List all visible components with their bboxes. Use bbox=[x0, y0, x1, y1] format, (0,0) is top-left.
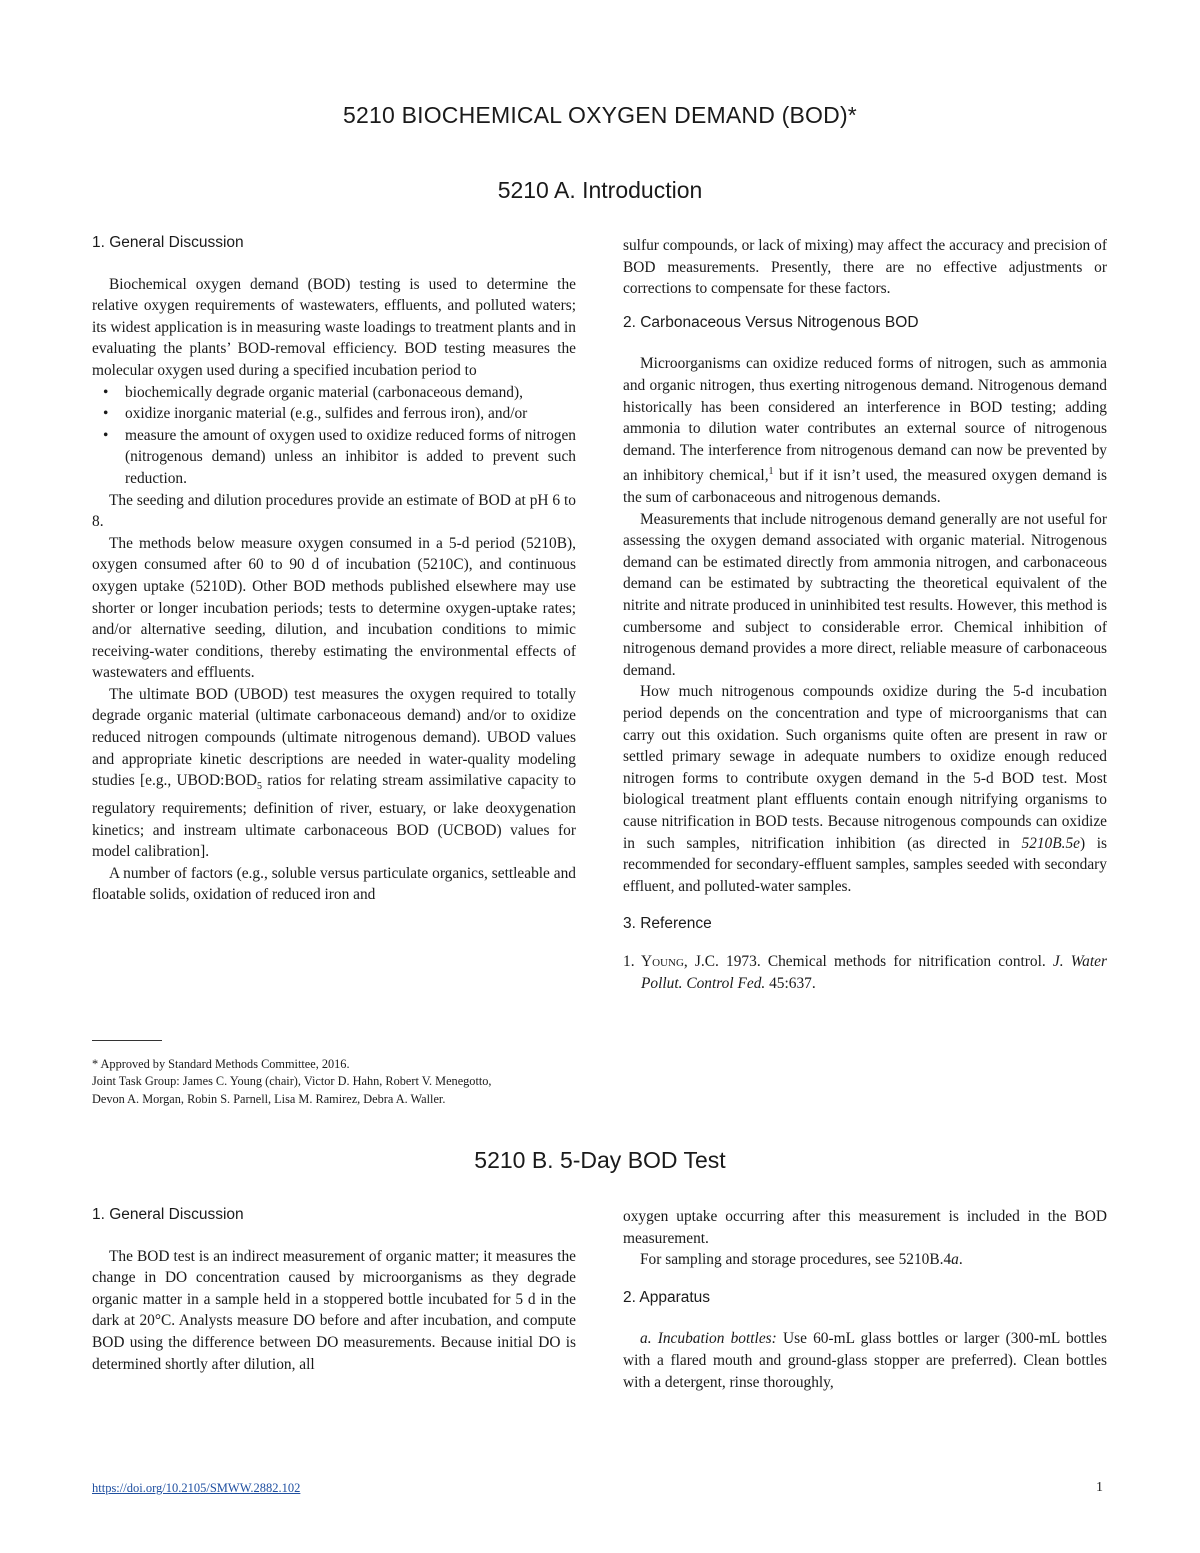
footnote bbox=[92, 1056, 576, 1108]
reference-journal: J. Water Pollut. Control Fed. bbox=[641, 952, 1107, 992]
section-a-paragraph-1: Biochemical oxygen demand (BOD) testing is used to determine the relative oxygen requirements of wastewaters, effluents, and polluted waters; its widest application is in measuring waste loadings to treatment plants and in evaluating the plants’ BOD-removal efficiency. BOD testing measures the molecular oxygen used during a specified incubation period to bbox=[92, 275, 576, 379]
reference-author: Young bbox=[641, 952, 684, 970]
section-a-paragraph-7: Measurements that include nitrogenous demand generally are not useful for assessing the oxygen demand associated with organic material. Nitrogenous demand can be estimated directly from ammonia nitrogen, and carbonaceous demand can be estimated by subtracting the theoretical equivalent of the nitrite and nitrate produced in uninhibited test results. However, this method is cumbersome and subject to considerable error. Chemical inhibition of nitrogenous demand provides a more direct, reliable measure of carbonaceous demand. bbox=[623, 510, 1107, 679]
section-a-left-column bbox=[92, 232, 576, 906]
footnote-approved: * Approved by Standard Methods Committee, 2016. bbox=[92, 1057, 350, 1071]
section-a-title: 5210 A. Introduction bbox=[497, 177, 703, 203]
bullet-symbol: • bbox=[103, 426, 109, 444]
section-b-paragraph-2: For sampling and storage procedures, see 5210B.4a. bbox=[640, 1251, 963, 1269]
section-b-heading-general: 1. General Discussion bbox=[92, 1206, 244, 1223]
section-b-heading-apparatus: 2. Apparatus bbox=[623, 1288, 711, 1306]
section-b-right-column bbox=[623, 1206, 1107, 1393]
section-a-bullet-list bbox=[92, 382, 576, 490]
section-b-left-column bbox=[92, 1204, 576, 1375]
section-a-paragraph-8: How much nitrogenous compounds oxidize during the 5-d incubation period depends on the concentration and type of microorganisms that can carry out this oxidation. Such organisms quite often are present in raw or settled primary sewage in adequate numbers to oxidize enough reduced nitrogen forms to contribute oxygen demand in the 5-d BOD test. Most biological treatment plant effluents contain enough nitrifying organisms to cause nitrification in BOD tests. Because nitrogenous compounds can oxidize in such samples, nitrification inhibition (as directed in 5210B.5e) is recommended for secondary-effluent samples, samples seeded with secondary effluent, and polluted-water samples. bbox=[623, 683, 1107, 895]
section-b-paragraph-apparatus-a: a. Incubation bottles: Use 60-mL glass bottles or larger (300-mL bottles with a flared mouth and ground-glass stopper are preferred). Clean bottles with a detergent, rinse thoroughly, bbox=[623, 1330, 1107, 1391]
section-a-heading-reference: 3. Reference bbox=[623, 915, 712, 933]
bullet-item: • biochemically degrade organic material (carbonaceous demand), bbox=[125, 382, 576, 404]
document-title: 5210 BIOCHEMICAL OXYGEN DEMAND (BOD)* bbox=[343, 102, 857, 128]
bullet-item: • oxidize inorganic material (e.g., sulfides and ferrous iron), and/or bbox=[125, 403, 576, 425]
section-b-paragraph-1: The BOD test is an indirect measurement of organic matter; it measures the change in DO concentration caused by microorganisms as they degrade organic matter in a sample held in a stoppered bottle incubated for 5 d in the dark at 20°C. Analysts measure DO before and after incubation, and compute BOD using the difference between DO measurements. Because initial DO is determined shortly after dilution, all bbox=[92, 1247, 576, 1373]
section-a-heading-carbonaceous: 2. Carbonaceous Versus Nitrogenous BOD bbox=[623, 313, 919, 331]
section-a-paragraph-3: The methods below measure oxygen consumed in a 5-d period (5210B), oxygen consumed after 60 to 90 d of incubation (5210C), and continuous oxygen uptake (5210D). Other BOD methods published elsewhere may use shorter or longer incubation periods; tests to determine oxygen-uptake rates; and/or alternative seeding, dilution, and incubation conditions to mimic receiving-water conditions, thereby estimating the environmental effects of wastewaters and effluents. bbox=[92, 534, 576, 682]
section-a-paragraph-5-cont: sulfur compounds, or lack of mixing) may affect the accuracy and precision of BOD measurements. Presently, there are no effective adjustments or corrections to compensate for these factors. bbox=[623, 237, 1107, 298]
page-number: 1 bbox=[1096, 1480, 1103, 1495]
reference-item: 1. Young, J.C. 1973. Chemical methods for nitrification control. J. Water Pollut. Control Fed. 45:637. bbox=[623, 952, 1107, 992]
doi-link[interactable]: https://doi.org/10.2105/SMWW.2882.102 bbox=[92, 1481, 301, 1495]
section-b-paragraph-1-cont: oxygen uptake occurring after this measurement is included in the BOD measurement. bbox=[623, 1208, 1107, 1247]
footnote-task-group: Joint Task Group: James C. Young (chair), Victor D. Hahn, Robert V. Menegotto, bbox=[92, 1074, 492, 1089]
bullet-item: • measure the amount of oxygen used to oxidize reduced forms of nitrogen (nitrogenous demand) unless an inhibitor is added to prevent such reduction. bbox=[103, 426, 576, 487]
section-a-paragraph-6: Microorganisms can oxidize reduced forms of nitrogen, such as ammonia and organic nitrogen, thus exerting nitrogenous demand. Nitrogenous demand historically has been considered an interference in BOD testing; adding ammonia to dilution water contributes an external source of nitrogenous demand. The interference from nitrogenous demand can now be prevented by an inhibitory chemical,$^1$ but if it isn’t used, the measured oxygen demand is the sum of carbonaceous and nitrogenous demands. bbox=[623, 355, 1107, 507]
section-a-paragraph-5: A number of factors (e.g., soluble versus particulate organics, settleable and floatable solids, oxidation of reduced iron and bbox=[92, 864, 576, 904]
section-a-paragraph-2: The seeding and dilution procedures provide an estimate of BOD at pH 6 to 8. bbox=[92, 491, 576, 531]
section-a-paragraph-4: The ultimate BOD (UBOD) test measures the oxygen required to totally degrade organic material (ultimate carbonaceous demand) and/or to oxidize reduced nitrogen compounds (ultimate nitrogenous demand). UBOD values and appropriate kinetic descriptions are needed in water-quality modeling studies [e.g., $UBOD:BOD_5$ ratios for relating stream assimilative capacity to regulatory requirements; definition of river, estuary, or lake deoxygenation kinetics; and instream ultimate carbonaceous BOD (UCBOD) values for model calibration]. bbox=[92, 685, 576, 861]
section-a-right-column bbox=[623, 235, 1107, 994]
section-a-heading-general: 1. General Discussion bbox=[92, 234, 244, 251]
section-b-title: 5210 B. 5-Day BOD Test bbox=[474, 1147, 726, 1173]
footnote-task-group-cont: Devon A. Morgan, Robin S. Parnell, Lisa M. Ramirez, Debra A. Waller. bbox=[92, 1091, 446, 1106]
footnote-rule bbox=[92, 1040, 162, 1041]
bullet-symbol: • bbox=[103, 383, 109, 401]
bullet-symbol: • bbox=[103, 405, 109, 423]
